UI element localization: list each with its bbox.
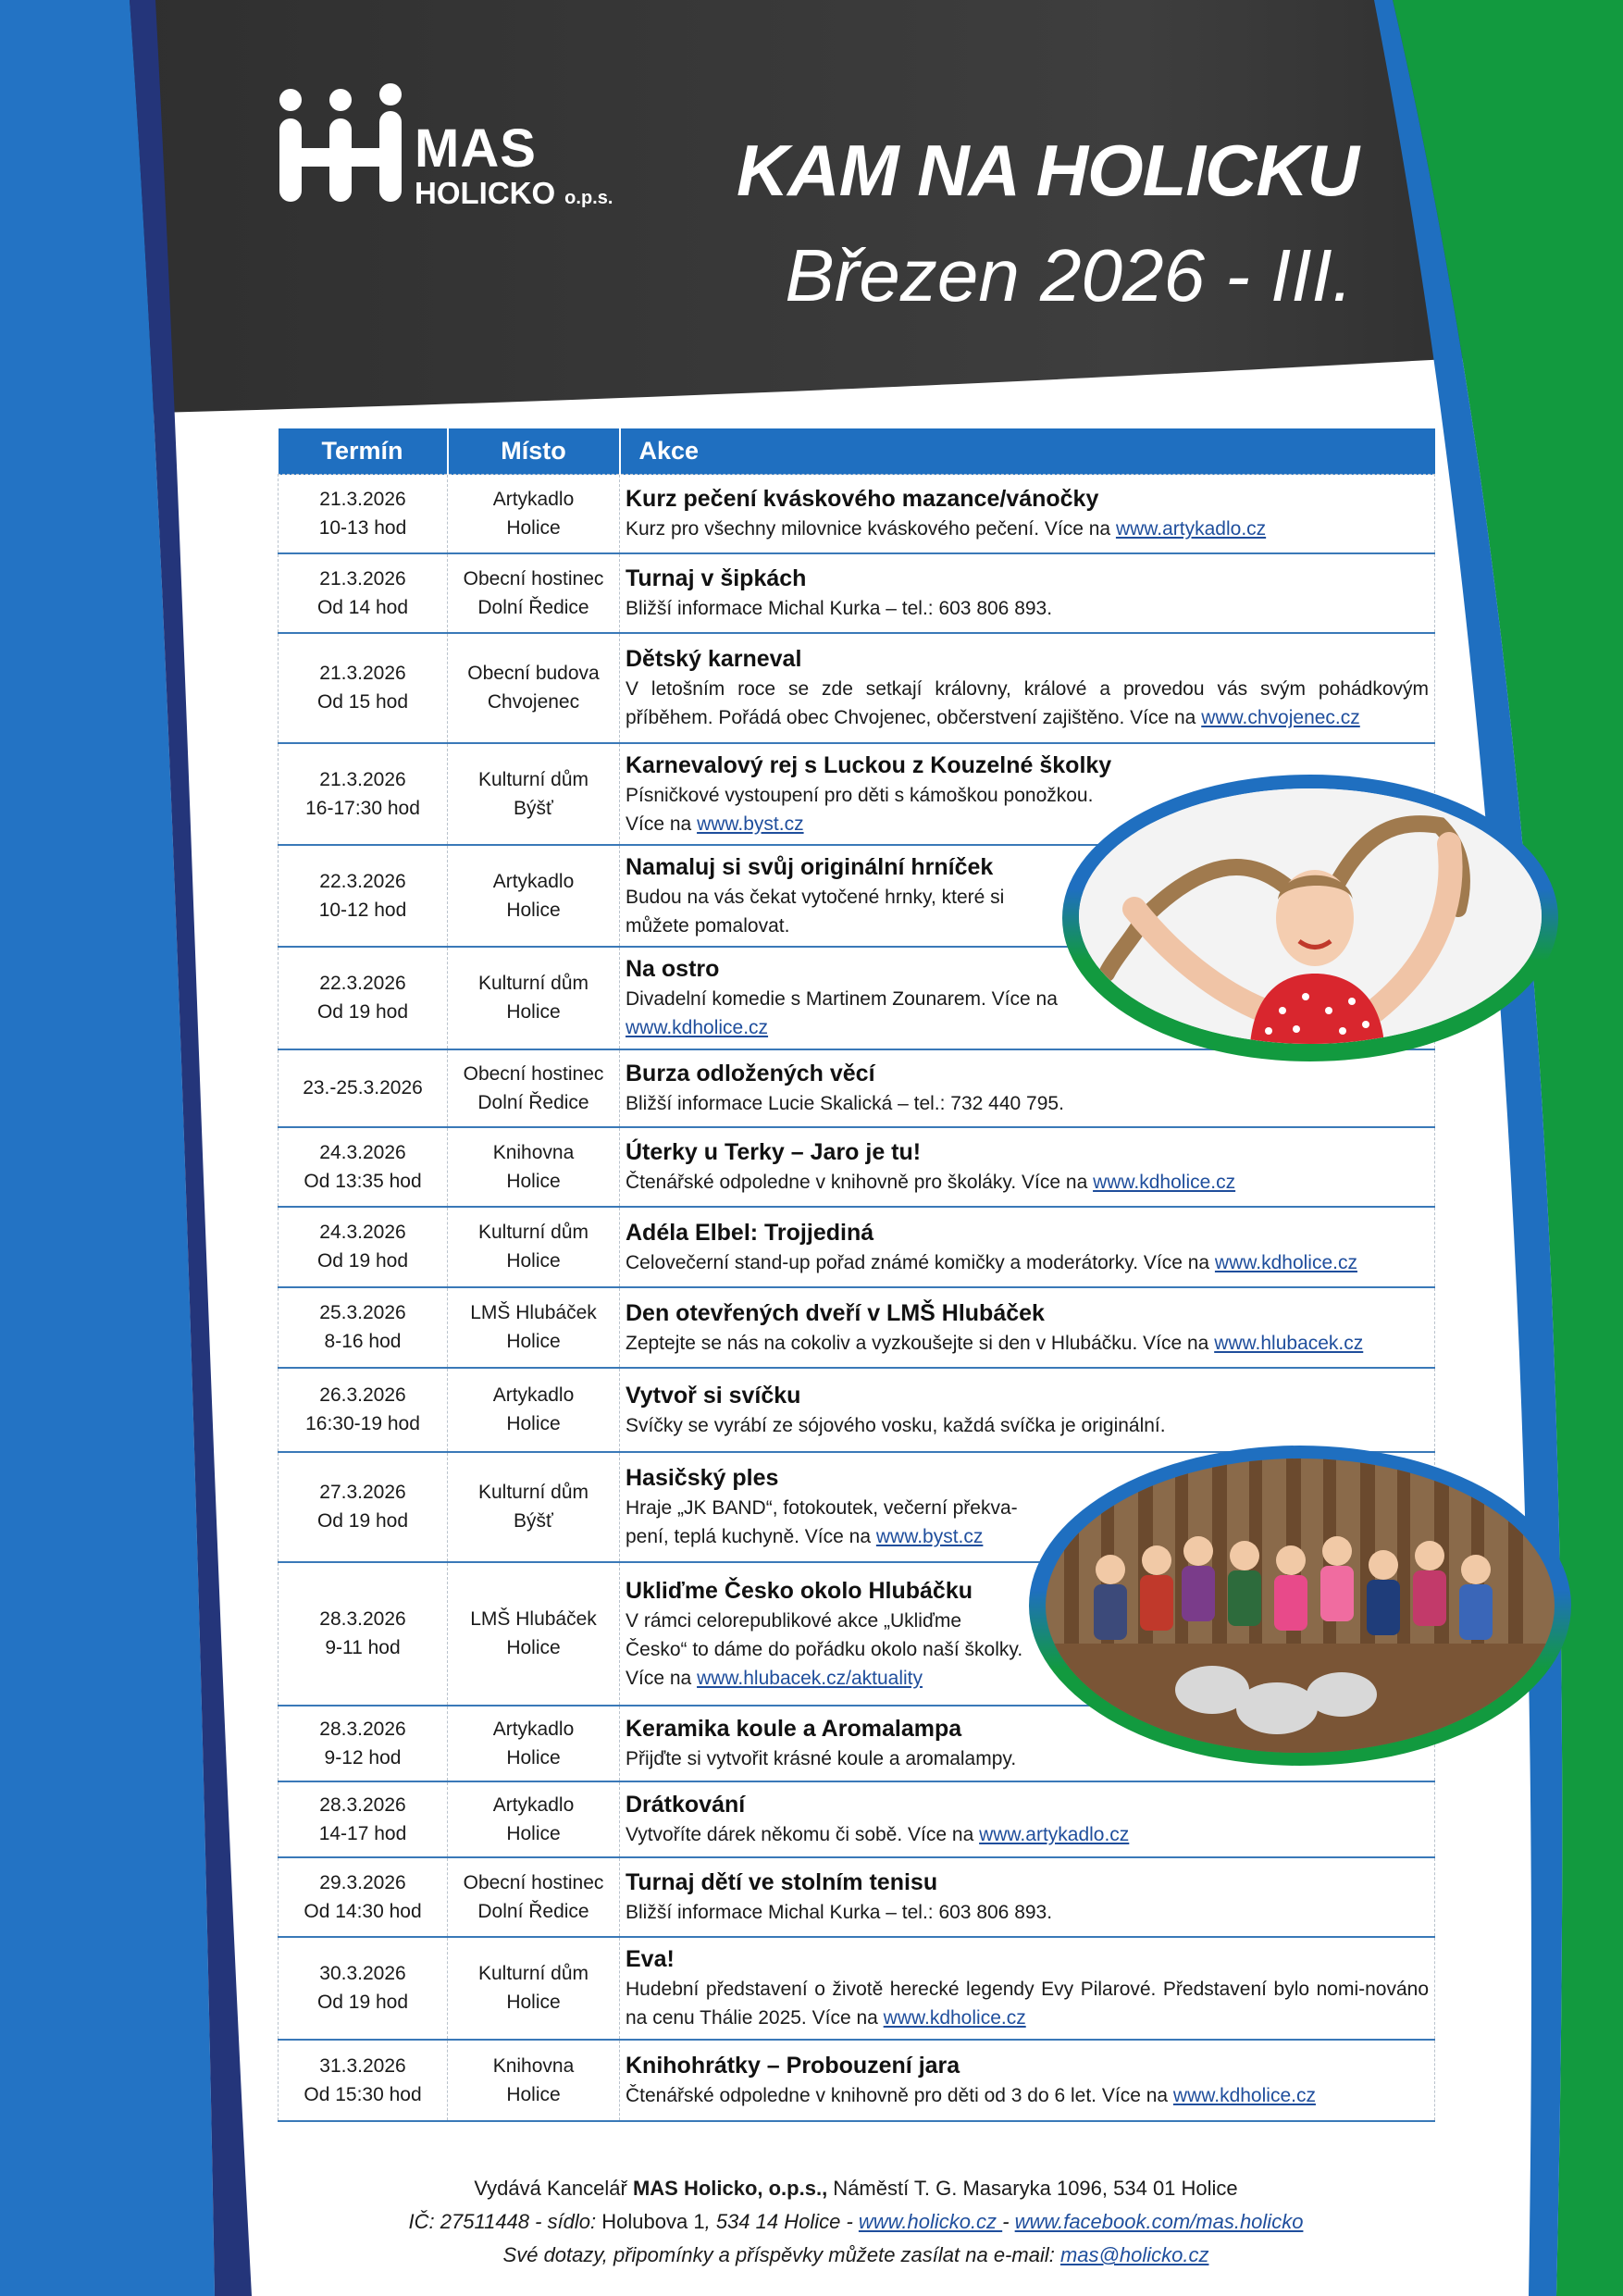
table-row (279, 1368, 1435, 1452)
event-link[interactable]: www.kdholice.cz (1214, 1251, 1357, 1273)
event-place-cell (448, 1706, 620, 1781)
event-date: 21.3.2026 (319, 663, 406, 684)
event-time: Od 19 hod (316, 1250, 409, 1272)
woman-illustration-icon (1079, 788, 1542, 1044)
event-description (626, 594, 1429, 623)
event-time: 14-17 hod (318, 1822, 407, 1844)
event-place-cell (448, 2040, 620, 2121)
event-description-text: Čtenářské odpoledne v knihovně pro děti od 3 do 6 let. Více na (626, 2085, 1173, 2106)
event-date-cell (279, 1781, 448, 1857)
event-time: 16:30-19 hod (305, 1413, 420, 1434)
event-date-cell (279, 1207, 448, 1287)
logo (278, 83, 648, 213)
event-place-cell (448, 1781, 620, 1857)
event-place-cell (448, 475, 620, 553)
event-date: 28.3.2026 (319, 1718, 406, 1740)
event-date: 23.-25.3.2026 (303, 1077, 423, 1098)
event-place-cell (448, 845, 620, 947)
logo-mas-text: MAS (415, 118, 537, 179)
event-time: 9-12 hod (324, 1746, 402, 1769)
event-date-cell (279, 845, 448, 947)
event-title: Kurz pečení kváskového mazance/vánočky (626, 486, 1099, 513)
event-description-text: Zeptejte se nás na cokoliv a vyzkoušejte si den v Hlubáčku. Více na (626, 1332, 1215, 1354)
event-venue: LMŠ Hlubáček (470, 1608, 597, 1630)
event-description-text: Přijďte si vytvořit krásné koule a aromalampy. (626, 1748, 1017, 1769)
event-title: Hasičský ples (626, 1465, 779, 1491)
event-description (626, 1975, 1429, 2032)
event-description (626, 1248, 1429, 1277)
footer-link-facebook[interactable]: www.facebook.com/mas.holicko (1014, 2210, 1304, 2233)
event-town: Býšť (514, 1510, 553, 1532)
event-description (626, 1607, 1023, 1693)
event-title: Turnaj dětí ve stolním tenisu (626, 1869, 938, 1895)
event-venue: Artykadlo (492, 870, 575, 892)
event-link[interactable]: www.artykadlo.cz (979, 1824, 1130, 1845)
event-town: Holice (506, 1001, 561, 1023)
event-title: Úterky u Terky – Jaro je tu! (626, 1139, 922, 1165)
event-town: Chvojenec (487, 691, 580, 713)
event-date: 22.3.2026 (319, 973, 406, 994)
children-illustration-icon (1046, 1458, 1555, 1753)
event-cell (620, 1937, 1435, 2040)
event-place-cell (448, 1207, 620, 1287)
event-cell (620, 1127, 1435, 1207)
event-venue: Knihovna (492, 2054, 575, 2077)
event-link[interactable]: www.byst.cz (875, 1526, 984, 1547)
event-link[interactable]: www.kdholice.cz (883, 2007, 1026, 2029)
event-date-cell (279, 1937, 448, 2040)
event-description (626, 675, 1429, 732)
footer-org-name: MAS Holicko, o.p.s., (632, 2177, 828, 2200)
event-town: Holice (506, 1413, 561, 1434)
event-title: Keramika koule a Aromalampa (626, 1716, 962, 1742)
table-row (279, 633, 1435, 743)
event-title: Drátkování (626, 1792, 746, 1818)
footer (278, 2172, 1434, 2272)
event-description (626, 781, 1125, 838)
event-time: 8-16 hod (324, 1331, 402, 1352)
event-place-cell (448, 1368, 620, 1452)
event-town: Holice (506, 1822, 561, 1844)
event-date-cell (279, 1287, 448, 1368)
table-row (279, 1937, 1435, 2040)
event-town: Dolní Ředice (477, 1091, 589, 1113)
event-title: Eva! (626, 1946, 675, 1972)
header-misto: Místo (448, 428, 620, 475)
event-link[interactable]: www.kdholice.cz (626, 1017, 769, 1038)
event-date: 26.3.2026 (319, 1384, 406, 1406)
logo-ops-text: o.p.s. (564, 188, 613, 208)
events-table (278, 428, 1435, 2122)
event-description (626, 1820, 1429, 1849)
event-place-cell (448, 633, 620, 743)
event-cell (620, 1207, 1435, 1287)
event-venue: Kulturní dům (477, 1222, 589, 1243)
header-termin: Termín (279, 428, 448, 475)
event-time: 9-11 hod (325, 1637, 401, 1658)
event-date: 24.3.2026 (319, 1222, 406, 1243)
event-description-text: Vytvoříte dárek někomu či sobě. Více na (626, 1824, 980, 1845)
event-description-text: V letošním roce se zde setkají královny, králové a provedou vás svým pohádkovým příběhem. Pořádá obec Chvojenec, občerstvení zajištěno. Více na (626, 678, 1429, 728)
table-row (279, 1857, 1435, 1937)
event-cell (620, 2040, 1435, 2121)
event-title: Na ostro (626, 956, 720, 982)
event-date-cell (279, 1452, 448, 1562)
event-date-cell (279, 947, 448, 1049)
event-time: Od 15:30 hod (304, 2083, 422, 2105)
event-date-cell (279, 553, 448, 633)
event-date-cell (279, 2040, 448, 2121)
event-date: 28.3.2026 (319, 1793, 406, 1816)
event-title: Turnaj v šipkách (626, 565, 807, 591)
event-venue: Kulturní dům (477, 973, 589, 994)
table-row (279, 553, 1435, 633)
event-time: Od 15 hod (316, 691, 409, 713)
event-date: 24.3.2026 (319, 1141, 406, 1163)
event-town: Holice (506, 1170, 561, 1192)
event-venue: Obecní budova (467, 663, 600, 684)
event-title: Vytvoř si svíčku (626, 1382, 801, 1409)
events-table-wrap (278, 428, 1434, 2122)
event-town: Holice (506, 1250, 561, 1272)
event-description-text: Celovečerní stand-up pořad známé komičky a moderátorky. Více na (626, 1251, 1215, 1273)
event-date-cell (279, 1706, 448, 1781)
event-date-cell (279, 1368, 448, 1452)
event-cell (620, 475, 1435, 553)
footer-line-1: Vydává Kancelář MAS Holicko, o.p.s., Náměstí T. G. Masaryka 1096, 534 01 Holice (474, 2177, 1238, 2200)
event-town: Býšť (514, 797, 553, 819)
event-cell (620, 633, 1435, 743)
event-date: 28.3.2026 (319, 1608, 406, 1630)
event-title: Dětský karneval (626, 646, 802, 672)
event-description-text: Svíčky se vyrábí ze sójového vosku, každá svíčka je originální. (626, 1414, 1166, 1436)
event-description-text: Bližší informace Michal Kurka – tel.: 603 806 893. (626, 598, 1053, 619)
event-link[interactable]: www.kdholice.cz (1172, 2085, 1316, 2106)
event-description (626, 883, 1042, 940)
table-row (279, 1781, 1435, 1857)
event-time: Od 19 hod (316, 1001, 409, 1023)
event-venue: Artykadlo (492, 1718, 575, 1740)
table-row (279, 1127, 1435, 1207)
event-cell (620, 553, 1435, 633)
event-link[interactable]: www.kdholice.cz (1093, 1172, 1236, 1193)
event-description-text: Bližší informace Michal Kurka – tel.: 603 806 893. (626, 1902, 1053, 1923)
event-date-cell (279, 633, 448, 743)
event-link[interactable]: www.byst.cz (697, 813, 804, 835)
event-town: Holice (506, 516, 561, 539)
event-date: 31.3.2026 (319, 2054, 406, 2077)
event-description (626, 1898, 1429, 1927)
table-row (279, 475, 1435, 553)
event-venue: Obecní hostinec (463, 567, 604, 590)
event-town: Dolní Ředice (477, 1900, 589, 1922)
footer-line-3: Své dotazy, připomínky a příspěvky můžete zasílat na e-mail: mas@holicko.cz (502, 2243, 1209, 2266)
event-place-cell (448, 947, 620, 1049)
event-place-cell (448, 1287, 620, 1368)
event-place-cell (448, 1049, 620, 1127)
event-title: Knihohrátky – Probouzení jara (626, 2053, 960, 2079)
photo-children-cleanup (1046, 1458, 1555, 1753)
event-date-cell (279, 1562, 448, 1706)
event-description-text: Bližší informace Lucie Skalická – tel.: 732 440 795. (626, 1093, 1064, 1114)
event-place-cell (448, 1937, 620, 2040)
event-description-text: Hraje „JK BAND“, fotokoutek, večerní překva-pení, teplá kuchyně. Více na (626, 1497, 1018, 1547)
table-row (279, 2040, 1435, 2121)
event-time: Od 13:35 hod (304, 1170, 422, 1192)
event-title: Adéla Elbel: Trojjediná (626, 1219, 874, 1246)
event-time: Od 19 hod (316, 1992, 409, 2013)
event-title: Namaluj si svůj originální hrníček (626, 853, 994, 880)
event-description-text: V rámci celorepublikové akce „Ukliďme Česko“ to dáme do pořádku okolo naší školky. Více na (626, 1609, 1023, 1689)
event-title: Den otevřených dveří v LMŠ Hlubáček (626, 1299, 1045, 1326)
event-description-text: Čtenářské odpoledne v knihovně pro školáky. Více na (626, 1172, 1094, 1193)
logo-holicko-text: HOLICKO o.p.s. (415, 176, 613, 210)
event-venue: Obecní hostinec (463, 1062, 604, 1085)
event-cell (620, 1287, 1435, 1368)
event-time: 16-17:30 hod (305, 797, 420, 819)
event-time: Od 14 hod (316, 596, 409, 618)
event-cell (620, 1368, 1435, 1452)
event-date: 21.3.2026 (319, 488, 406, 510)
event-date-cell (279, 475, 448, 553)
event-place-cell (448, 1857, 620, 1937)
event-town: Holice (506, 1637, 561, 1658)
footer-line-2: IČ: 27511448 - sídlo: Holubova 1, 534 14 Holice - www.holicko.cz - www.facebook.com/mas.holicko (408, 2210, 1304, 2233)
event-link[interactable]: www.hlubacek.cz (1214, 1332, 1364, 1354)
event-venue: Kulturní dům (477, 1963, 589, 1984)
event-time: Od 14:30 hod (304, 1900, 422, 1922)
table-row (279, 1287, 1435, 1368)
event-description (626, 1089, 1429, 1118)
event-description-text: Kurz pro všechny milovnice kváskového pečení. Více na (626, 518, 1116, 540)
event-link[interactable]: www.artykadlo.cz (1115, 518, 1267, 540)
event-date-cell (279, 743, 448, 845)
event-time: 10-12 hod (318, 899, 407, 921)
event-town: Holice (506, 1331, 561, 1352)
page-subtitle: Březen 2026 - III. (785, 234, 1353, 316)
event-date-cell (279, 1857, 448, 1937)
event-description (626, 1329, 1429, 1358)
event-date: 21.3.2026 (319, 768, 406, 790)
page-title: KAM NA HOLICKU (736, 130, 1358, 211)
event-description (626, 515, 1429, 543)
event-place-cell (448, 1127, 620, 1207)
event-venue: Kulturní dům (477, 768, 589, 790)
event-venue: LMŠ Hlubáček (470, 1302, 597, 1323)
event-venue: Kulturní dům (477, 1482, 589, 1503)
event-date: 25.3.2026 (319, 1302, 406, 1323)
event-date: 29.3.2026 (319, 1871, 406, 1893)
table-row (279, 1207, 1435, 1287)
event-description-text: Písničkové vystoupení pro děti s kámoškou ponožkou. Více na (626, 784, 1094, 835)
logo-mark-icon (278, 83, 403, 204)
event-description (626, 1411, 1429, 1440)
event-date: 27.3.2026 (319, 1482, 406, 1503)
event-link[interactable]: www.hlubacek.cz/aktuality (697, 1667, 923, 1689)
header-akce: Akce (620, 428, 1435, 475)
event-town: Holice (506, 1992, 561, 2013)
event-date-cell (279, 1127, 448, 1207)
event-title: Ukliďme Česko okolo Hlubáčku (626, 1577, 973, 1604)
event-town: Holice (506, 899, 561, 921)
event-description (626, 1168, 1429, 1197)
event-date: 22.3.2026 (319, 870, 406, 892)
event-town: Dolní Ředice (477, 596, 589, 618)
event-cell (620, 1857, 1435, 1937)
event-cell (620, 1781, 1435, 1857)
event-date-cell (279, 1049, 448, 1127)
footer-link-holicko[interactable]: www.holicko.cz (858, 2210, 1003, 2233)
event-venue: Artykadlo (492, 1384, 575, 1406)
event-venue: Knihovna (492, 1141, 575, 1163)
event-town: Holice (506, 2083, 561, 2105)
event-time: 10-13 hod (318, 516, 407, 539)
event-link[interactable]: www.chvojenec.cz (1201, 707, 1360, 728)
table-row (279, 1049, 1435, 1127)
event-description-text: Budou na vás čekat vytočené hrnky, které si můžete pomalovat. (626, 886, 1005, 937)
event-date: 21.3.2026 (319, 567, 406, 590)
event-description (626, 2081, 1429, 2110)
event-venue: Obecní hostinec (463, 1871, 604, 1893)
event-title: Karnevalový rej s Luckou z Kouzelné školky (626, 751, 1112, 778)
event-description (626, 985, 1079, 1042)
event-date: 30.3.2026 (319, 1963, 406, 1984)
event-venue: Artykadlo (492, 1793, 575, 1816)
event-time: Od 19 hod (316, 1510, 409, 1532)
event-place-cell (448, 1452, 620, 1562)
event-place-cell (448, 1562, 620, 1706)
table-header-row (279, 428, 1435, 475)
event-description (626, 1494, 1060, 1551)
event-place-cell (448, 553, 620, 633)
event-place-cell (448, 743, 620, 845)
event-description-text: Divadelní komedie s Martinem Zounarem. Více na (626, 988, 1058, 1010)
event-description-text: Hudební představení o životě herecké legendy Evy Pilarové. Představení bylo nomi-nováno na cenu Thálie 2025. Více na (626, 1979, 1429, 2029)
event-title: Burza odložených věcí (626, 1061, 875, 1086)
event-venue: Artykadlo (492, 488, 575, 510)
footer-email-link[interactable]: mas@holicko.cz (1059, 2243, 1209, 2266)
event-town: Holice (506, 1746, 561, 1769)
photo-woman-with-braids (1079, 788, 1542, 1044)
